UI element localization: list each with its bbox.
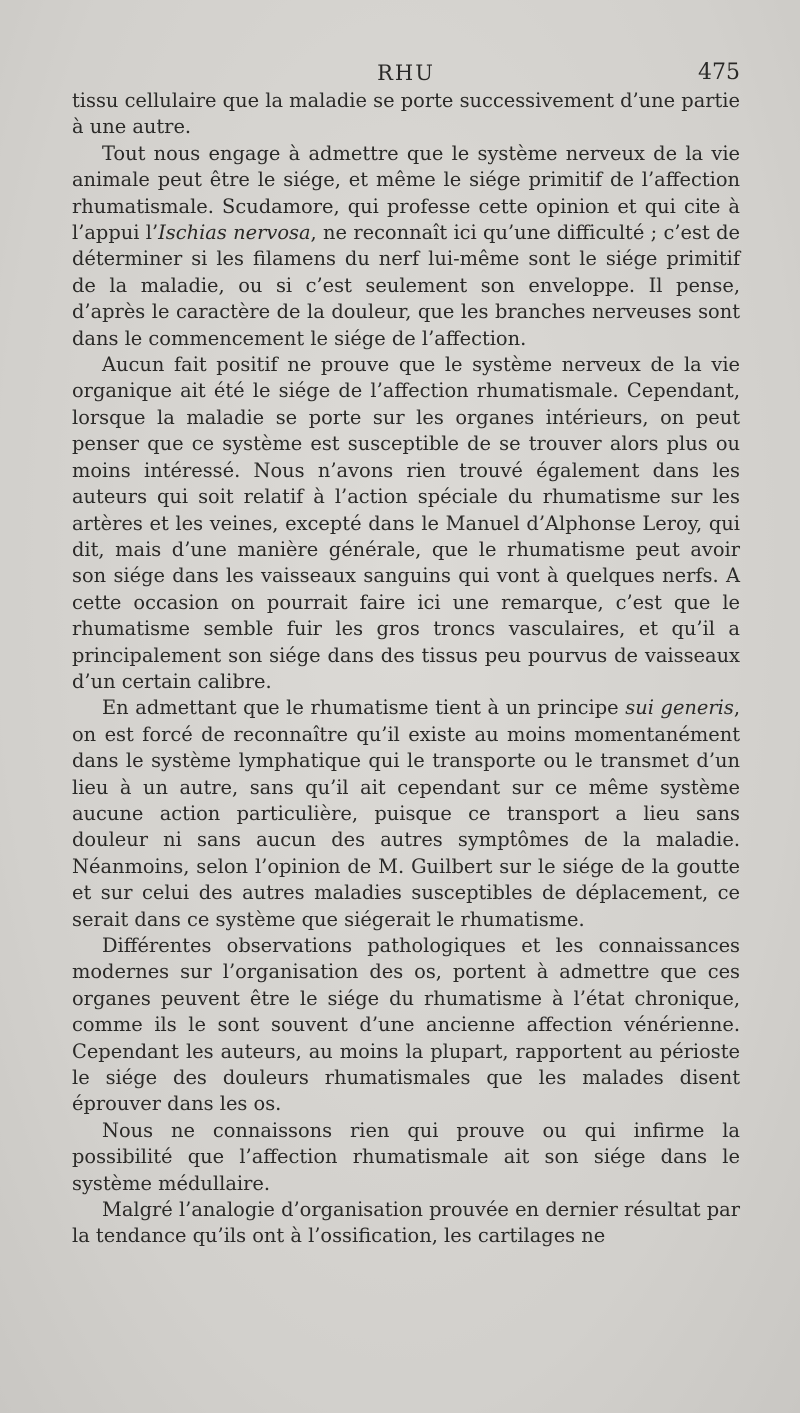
paragraph-text: , on est forcé de reconnaître qu’il existe au moins momentanément dans le système lymphatique qui le transporte ou le transmet d’un lieu à un autre, sans qu’il ait cependant sur ce même système aucune action particulière, puisque ce transport a lieu sans douleur ni sans aucun des autres symptômes de la maladie. Néanmoins, selon l’opinion de M. Guilbert sur le siége de la goutte et sur celui des autres maladies susceptibles de déplacement, ce serait dans ce système que siégerait le rhumatisme. <box>72 696 740 931</box>
running-title: RHU <box>377 61 435 85</box>
paragraph-6 <box>72 1118 740 1197</box>
paragraph-text: Tout nous engage à admettre que le système nerveux de la vie animale peut être le siége, et même le siége primitif de l’affection rhumatismale. Scudamore, qui professe cette opinion et qui cite à l’appui l’ <box>72 141 740 245</box>
running-head <box>72 58 740 88</box>
paragraph-text: Nous ne connaissons rien qui prouve ou qui infirme la possibilité que l’affection rhumatismale ait son siége dans le système médullaire. <box>72 1118 740 1195</box>
paragraph-text: En admettant que le rhumatisme tient à un principe <box>102 696 626 720</box>
page-number: 475 <box>698 60 740 85</box>
paragraph-2 <box>72 141 740 352</box>
paragraph-text: Malgré l’analogie d’organisation prouvée en dernier résultat par la tendance qu’ils ont à l’ossification, les cartilages ne <box>72 1198 740 1248</box>
italic-term: Ischias nervosa <box>158 221 311 245</box>
paragraph-text: , ne reconnaît ici qu’une difficulté ; c’est de déterminer si les filamens du nerf lui-même sont le siége primitif de la maladie, ou si c’est seulement son enveloppe. Il pense, d’après le caractère de la douleur, que les branches nerveuses sont dans le commencement le siége de l’affection. <box>72 221 740 350</box>
paragraph-5 <box>72 933 740 1118</box>
paragraph-3 <box>72 352 740 695</box>
paragraph-7 <box>72 1197 740 1250</box>
paragraph-1 <box>72 88 740 141</box>
italic-term: sui generis <box>625 696 734 720</box>
paragraph-4 <box>72 695 740 933</box>
paragraph-text: Différentes observations pathologiques et les connaissances modernes sur l’organisation des os, portent à admettre que ces organes peuvent être le siége du rhumatisme à l’état chronique, comme ils le sont souvent d’une ancienne affection vénérienne. Cependant les auteurs, au moins la plupart, rapportent au périoste le siége des douleurs rhumatismales que les malades disent éprouver dans les os. <box>72 934 740 1116</box>
body-text <box>72 88 740 1250</box>
paragraph-text: Aucun fait positif ne prouve que le système nerveux de la vie organique ait été le siége de l’affection rhumatismale. Cependant, lorsque la maladie se porte sur les organes intérieurs, on peut penser que ce système est susceptible de se trouver alors plus ou moins intéressé. Nous n’avons rien trouvé également dans les auteurs qui soit relatif à l’action spéciale du rhumatisme sur les artères et les veines, excepté dans le Manuel d’Alphonse Leroy, qui dit, mais d’une manière générale, que le rhumatisme peut avoir son siége dans les vaisseaux sanguins qui vont à quelques nerfs. A cette occasion on pourrait faire ici une remarque, c’est que le rhumatisme semble fuir les gros troncs vasculaires, et qu’il a principalement son siége dans des tissus peu pourvus de vaisseaux d’un certain calibre. <box>72 353 740 693</box>
paragraph-text: tissu cellulaire que la maladie se porte successivement d’une partie à une autre. <box>72 89 740 139</box>
